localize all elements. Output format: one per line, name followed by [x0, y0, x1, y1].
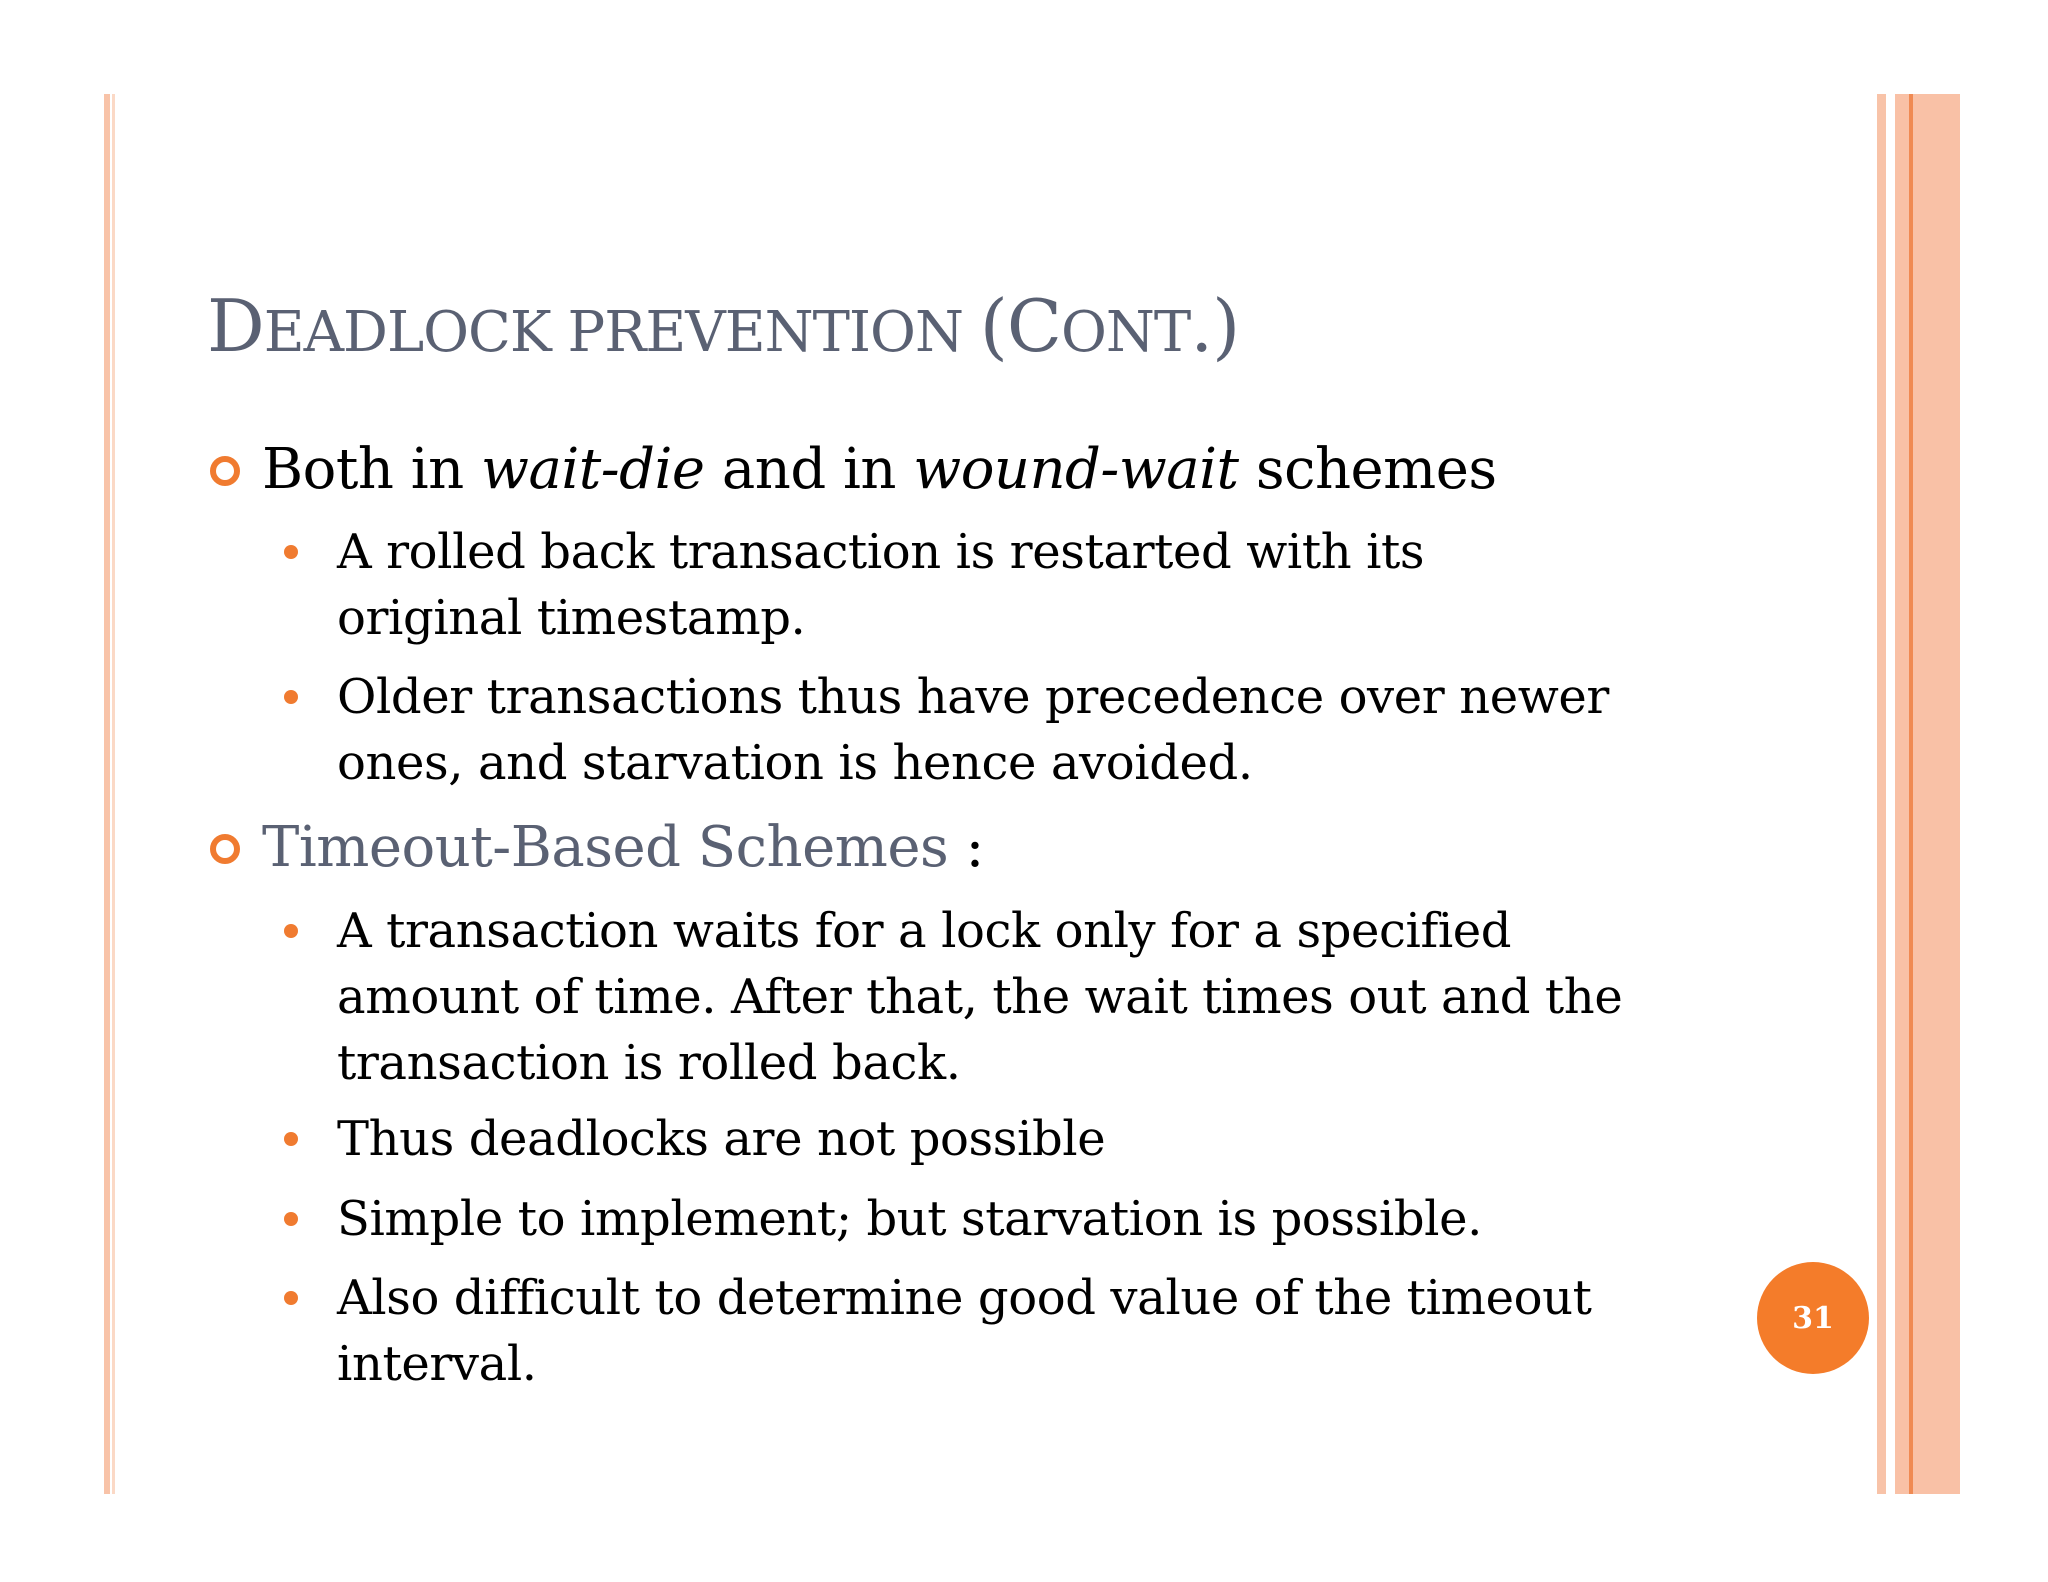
sub-bullet-text: A rolled back transaction is restarted with its original timestamp.	[337, 524, 1425, 646]
bullet-text: and in	[704, 437, 914, 502]
sub-bullet-text: Thus deadlocks are not possible	[337, 1111, 1106, 1167]
bullet-timeout-schemes	[262, 815, 984, 881]
ring-bullet-icon	[210, 456, 240, 486]
sub-bullet	[337, 1186, 1677, 1252]
dot-bullet-icon	[284, 1291, 298, 1305]
dot-bullet-icon	[284, 545, 298, 559]
right-stripe-thin	[1877, 94, 1886, 1494]
page-number-badge	[1757, 1262, 1869, 1374]
sub-bullet	[337, 1106, 1677, 1172]
sub-bullet	[337, 664, 1677, 796]
title-part: (C	[979, 284, 1061, 368]
bullet-text: schemes	[1238, 437, 1497, 502]
title-part: D	[207, 284, 264, 368]
ring-bullet-icon	[210, 834, 240, 864]
sub-bullet-text: Simple to implement; but starvation is possible.	[337, 1191, 1482, 1247]
sub-bullet	[337, 519, 1537, 651]
left-stripe-inner	[112, 94, 115, 1494]
title-part: .)	[1190, 284, 1240, 368]
dot-bullet-icon	[284, 1132, 298, 1146]
title-part: ONT	[1060, 300, 1191, 365]
sub-bullet	[337, 1265, 1667, 1397]
bullet-heading: Timeout-Based Schemes	[262, 815, 949, 880]
left-stripe-outer	[104, 94, 110, 1494]
dot-bullet-icon	[284, 1212, 298, 1226]
dot-bullet-icon	[284, 690, 298, 704]
right-band	[1895, 94, 1960, 1494]
bullet-both-schemes	[262, 437, 1497, 503]
sub-bullet-text: Older transactions thus have precedence over newer ones, and starvation is hence avoided.	[337, 669, 1609, 791]
bullet-suffix: :	[948, 815, 984, 880]
bullet-text-italic: wait-die	[481, 437, 705, 502]
page-number: 31	[1792, 1300, 1834, 1336]
sub-bullet-text: A transaction waits for a lock only for a specified amount of time. After that, the wait times out and the transaction is rolled back.	[337, 903, 1623, 1091]
bullet-text: Both in	[262, 437, 482, 502]
sub-bullet	[337, 898, 1627, 1096]
dot-bullet-icon	[284, 924, 298, 938]
right-stripe-dark	[1909, 94, 1913, 1494]
slide-title	[207, 284, 1240, 368]
bullet-text-italic: wound-wait	[913, 437, 1239, 502]
title-part: EADLOCK PREVENTION	[263, 300, 980, 365]
sub-bullet-text: Also difficult to determine good value of the timeout interval.	[337, 1270, 1592, 1392]
